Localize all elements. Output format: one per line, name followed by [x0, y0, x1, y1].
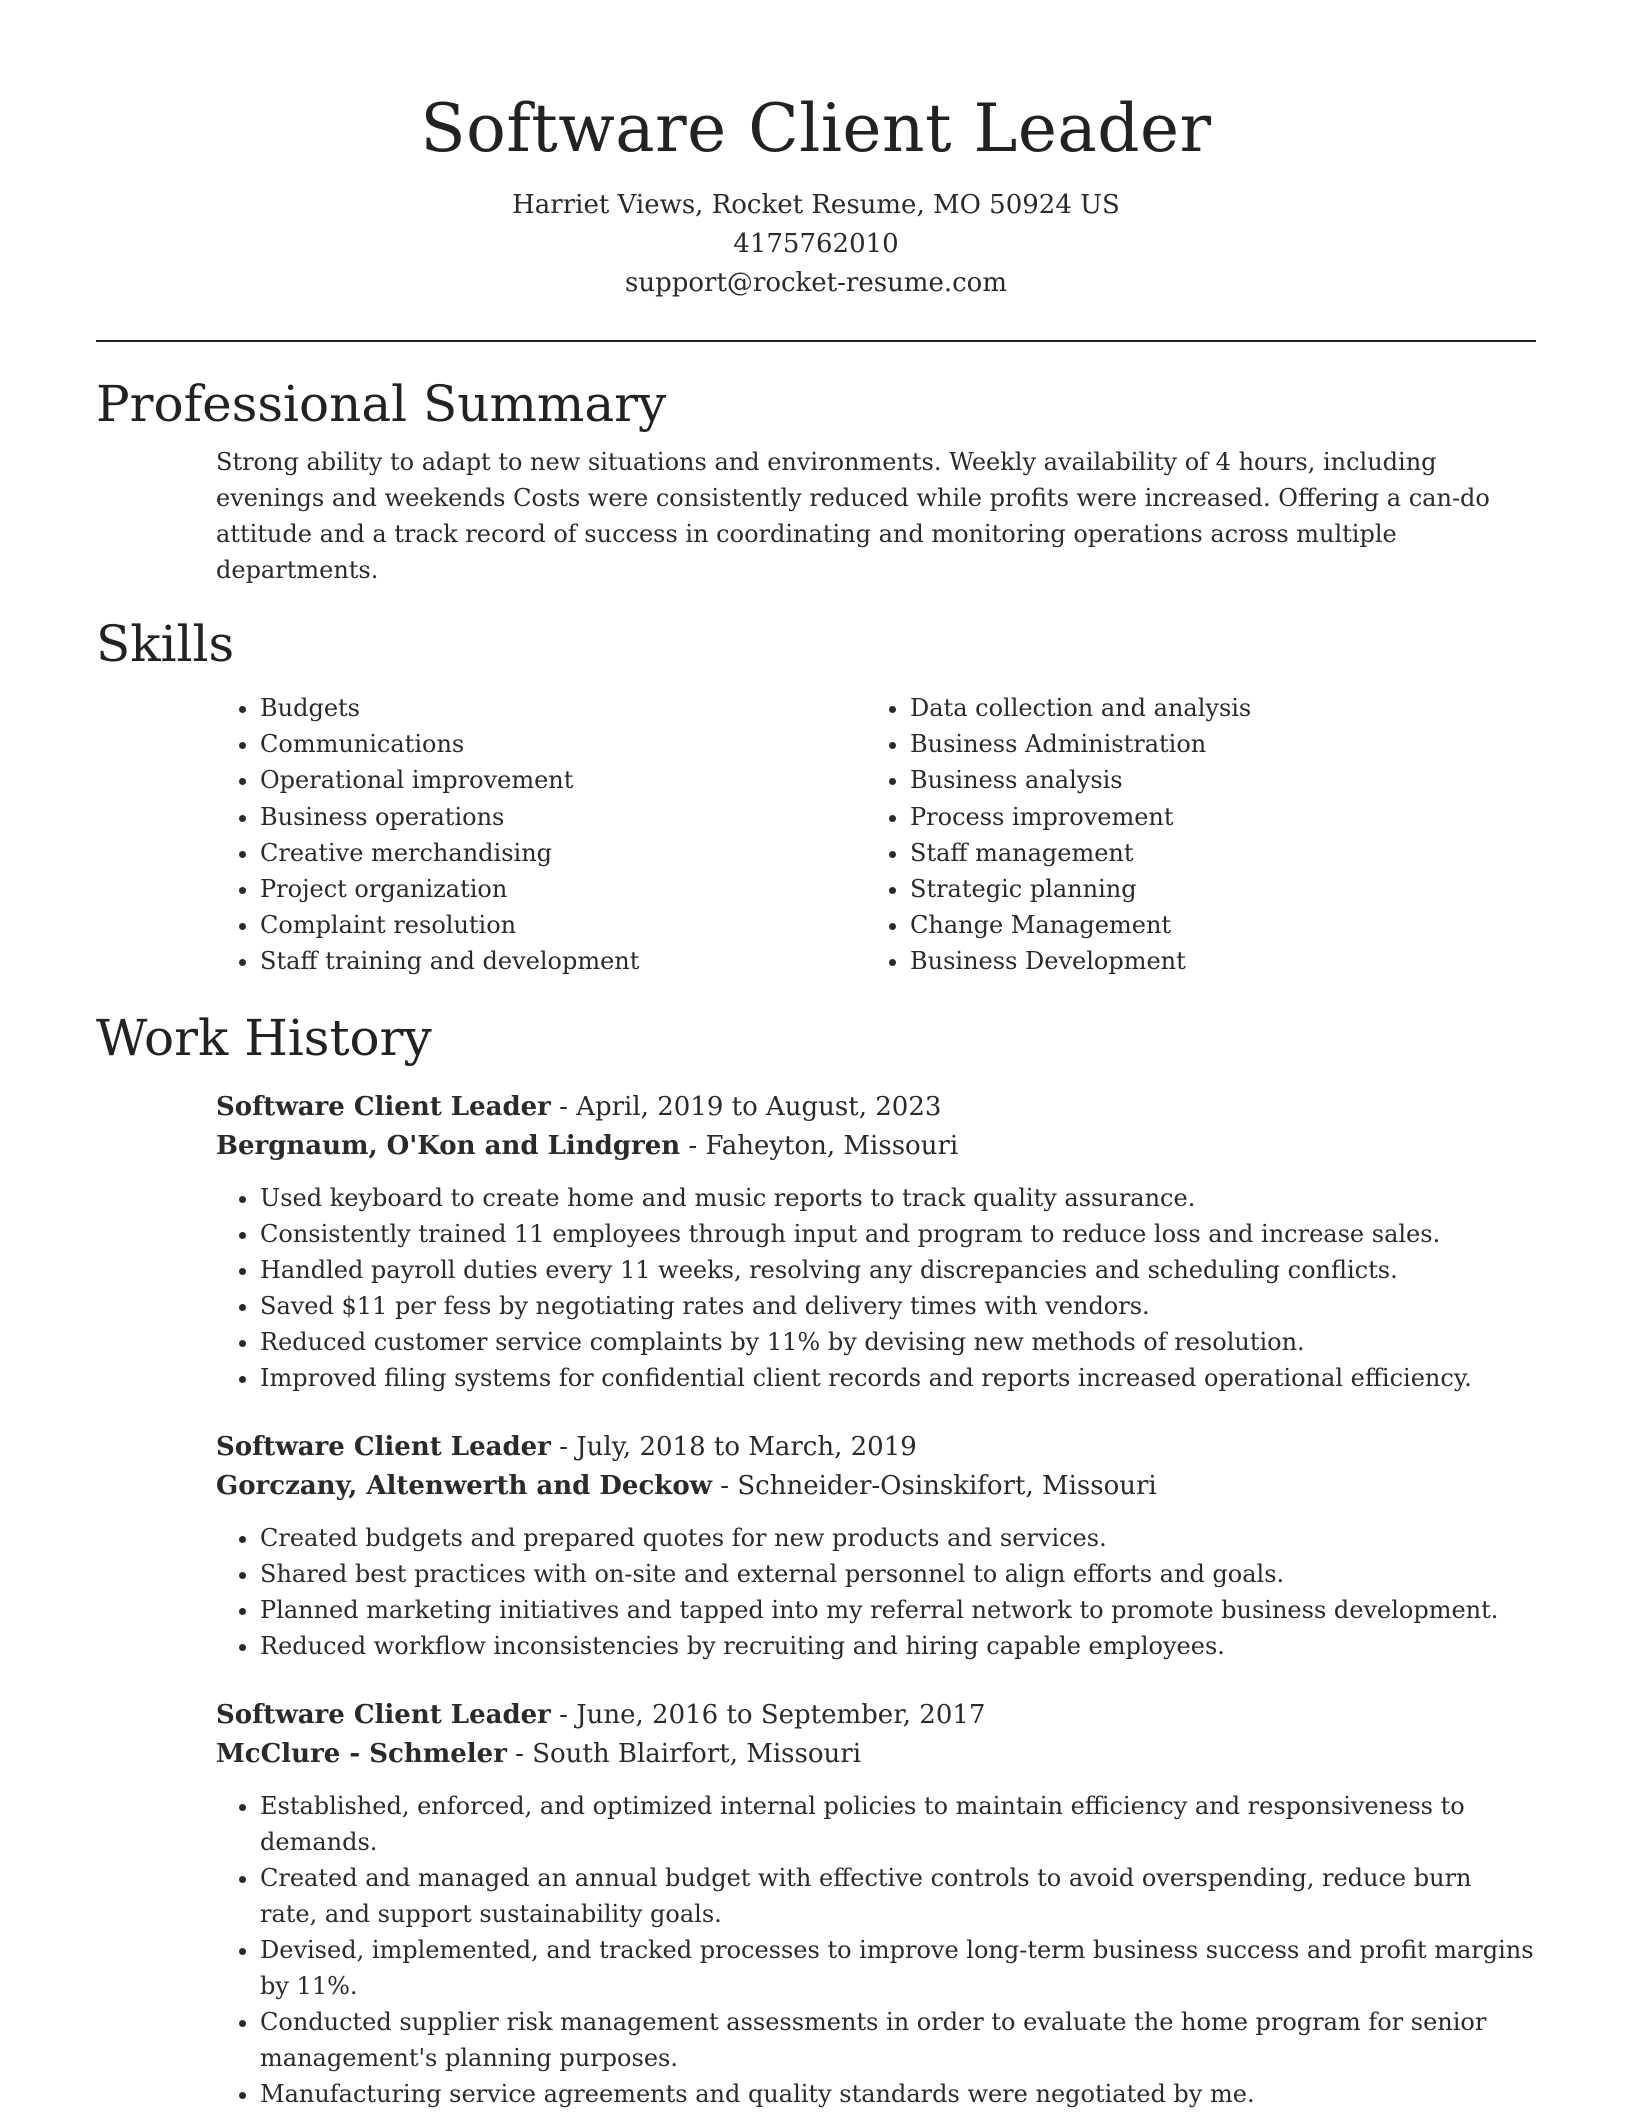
skill-item: • Creative merchandising: [260, 835, 866, 871]
skills-column-right: [866, 690, 1516, 980]
job-role: Software Client Leader: [216, 1699, 551, 1730]
job-bullet: • Created budgets and prepared quotes for new products and services.: [260, 1520, 1536, 1556]
email: support@rocket-resume.com: [624, 268, 1007, 298]
skill-item: • Business Administration: [910, 726, 1516, 762]
skills-list: [216, 690, 1536, 980]
job-role: Software Client Leader: [216, 1091, 551, 1122]
skill-item: • Communications: [260, 726, 866, 762]
skills-heading: Skills: [96, 615, 235, 673]
skills-column-left: [216, 690, 866, 980]
job-bullets: [216, 1520, 1536, 1664]
job-company-line: [216, 1127, 1536, 1166]
job-bullet: • Conducted supplier risk management assessments in order to evaluate the home program for senior management's planning purposes.: [260, 2004, 1536, 2076]
skill-item: • Strategic planning: [910, 871, 1516, 907]
job-dates: - April, 2019 to August, 2023: [550, 1091, 942, 1122]
address: Harriet Views, Rocket Resume, MO 50924 US: [512, 190, 1120, 220]
job-bullets: [216, 1788, 1536, 2112]
skill-item: • Budgets: [260, 690, 866, 726]
job-bullet: • Used keyboard to create home and music reports to track quality assurance.: [260, 1180, 1536, 1216]
job-role: Software Client Leader: [216, 1431, 551, 1462]
job-bullet: • Established, enforced, and optimized internal policies to maintain efficiency and responsiveness to demands.: [260, 1788, 1536, 1860]
job-company-line: [216, 1467, 1536, 1506]
contact-info: [96, 186, 1536, 303]
skill-item: • Data collection and analysis: [910, 690, 1516, 726]
candidate-name: Software Client Leader: [420, 90, 1212, 167]
skill-item: • Complaint resolution: [260, 907, 866, 943]
skill-item: • Business operations: [260, 799, 866, 835]
skill-item: • Business Development: [910, 943, 1516, 979]
skill-item: • Change Management: [910, 907, 1516, 943]
job-company-line: [216, 1735, 1536, 1774]
skill-item: • Process improvement: [910, 799, 1516, 835]
job-company: McClure - Schmeler: [216, 1738, 507, 1769]
job-title-line: [216, 1428, 1536, 1467]
job-bullet: • Reduced workflow inconsistencies by recruiting and hiring capable employees.: [260, 1628, 1536, 1664]
job-location: - South Blairfort, Missouri: [506, 1738, 862, 1769]
work-history-heading: Work History: [96, 1008, 432, 1067]
job-bullet: • Improved filing systems for confidential client records and reports increased operational efficiency.: [260, 1360, 1536, 1396]
job-location: - Schneider-Osinskifort, Missouri: [712, 1470, 1157, 1501]
job-bullet: • Consistently trained 11 employees through input and program to reduce loss and increase sales.: [260, 1216, 1536, 1252]
job-bullet: • Saved $11 per fess by negotiating rates and delivery times with vendors.: [260, 1288, 1536, 1324]
job-entry: [216, 1696, 1536, 2112]
phone: 4175762010: [733, 229, 899, 259]
skill-item: • Operational improvement: [260, 762, 866, 798]
job-bullets: [216, 1180, 1536, 1396]
summary-heading: Professional Summary: [96, 375, 667, 433]
skill-item: • Project organization: [260, 871, 866, 907]
summary-text: Strong ability to adapt to new situations and environments. Weekly availability of 4 hours, including evenings and weekends Costs were consistently reduced while profits were increased. Offering a can-do attitude and a track record of success in coordinating and monitoring operations across multiple departments.: [216, 448, 1490, 584]
job-bullet: • Devised, implemented, and tracked processes to improve long-term business success and profit margins by 11%.: [260, 1932, 1536, 2004]
job-title-line: [216, 1088, 1536, 1127]
resume-header: [96, 0, 1536, 303]
job-company: Bergnaum, O'Kon and Lindgren: [216, 1130, 681, 1161]
job-bullet: • Shared best practices with on-site and external personnel to align efforts and goals.: [260, 1556, 1536, 1592]
job-bullet: • Manufacturing service agreements and quality standards were negotiated by me.: [260, 2076, 1536, 2112]
job-entry: [216, 1088, 1536, 1396]
job-dates: - July, 2018 to March, 2019: [550, 1431, 917, 1462]
job-dates: - June, 2016 to September, 2017: [550, 1699, 986, 1730]
skill-item: • Staff training and development: [260, 943, 866, 979]
job-company: Gorczany, Altenwerth and Deckow: [216, 1470, 713, 1501]
job-bullet: • Reduced customer service complaints by 11% by devising new methods of resolution.: [260, 1324, 1536, 1360]
job-bullet: • Handled payroll duties every 11 weeks, resolving any discrepancies and scheduling conflicts.: [260, 1252, 1536, 1288]
job-bullet: • Planned marketing initiatives and tapped into my referral network to promote business development.: [260, 1592, 1536, 1628]
job-location: - Faheyton, Missouri: [680, 1130, 959, 1161]
skill-item: • Business analysis: [910, 762, 1516, 798]
resume-page: [96, 0, 1536, 2112]
skill-item: • Staff management: [910, 835, 1516, 871]
job-entry: [216, 1428, 1536, 1664]
header-divider: [96, 340, 1536, 342]
job-bullet: • Created and managed an annual budget with effective controls to avoid overspending, reduce burn rate, and support sustainability goals.: [260, 1860, 1536, 1932]
job-title-line: [216, 1696, 1536, 1735]
